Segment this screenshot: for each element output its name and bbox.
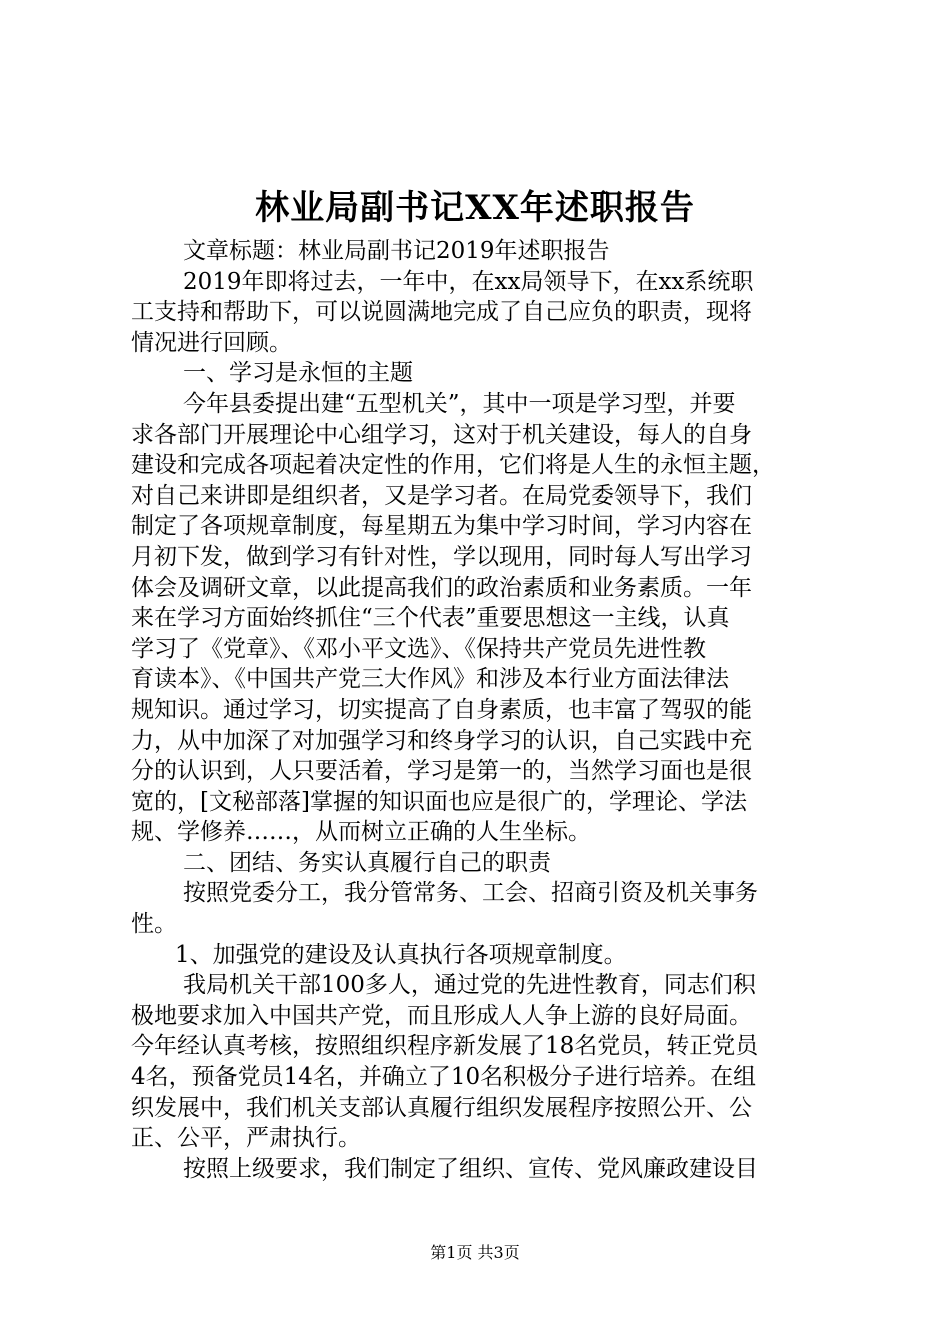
paragraph-line: 按照党委分工，我分管常务、工会、招商引资及机关事务 <box>183 880 758 907</box>
paragraph-line: 对自己来讲即是组织者，又是学习者。在局党委领导下，我们 <box>131 482 752 509</box>
paragraph-line: 建设和完成各项起着决定性的作用，它们将是人生的永恒主题， <box>131 452 775 479</box>
paragraph-line: 月初下发，做到学习有针对性，学以现用，同时每人写出学习 <box>131 543 752 570</box>
subsection-heading: 1、加强党的建设及认真执行各项规章制度。 <box>175 941 627 968</box>
paragraph-line: 来在学习方面始终抓住“三个代表”重要思想这一主线，认真 <box>131 605 730 632</box>
paragraph-line: 求各部门开展理论中心组学习，这对于机关建设，每人的自身 <box>131 421 752 448</box>
document-body <box>131 236 831 1184</box>
paragraph-line: 育读本》、《中国共产党三大作风》和涉及本行业方面法律法 <box>131 666 729 693</box>
paragraph-line: 4名，预备党员14名，并确立了10名积极分子进行培养。在组 <box>131 1064 757 1091</box>
page-number-footer: 第1页 共3页 <box>430 1243 520 1262</box>
paragraph-line: 极地要求加入中国共产党，而且形成人人争上游的良好局面。 <box>131 1002 752 1029</box>
paragraph-line: 今年县委提出建“五型机关”，其中一项是学习型，并要 <box>183 390 736 417</box>
document-title: 林业局副书记XX年述职报告 <box>255 188 695 228</box>
paragraph-line: 情况进行回顾。 <box>131 329 292 356</box>
paragraph-line: 力，从中加深了对加强学习和终身学习的认识，自己实践中充 <box>131 727 752 754</box>
paragraph-line: 织发展中，我们机关支部认真履行组织发展程序按照公开、公 <box>131 1094 752 1121</box>
paragraph-line: 体会及调研文章，以此提高我们的政治素质和业务素质。一年 <box>131 574 752 601</box>
paragraph-line: 性。 <box>131 911 177 938</box>
paragraph-line: 2019年即将过去，一年中，在xx局领导下，在xx系统职 <box>183 268 754 295</box>
paragraph-line: 今年经认真考核，按照组织程序新发展了18名党员，转正党员 <box>131 1033 759 1060</box>
paragraph-line: 学习了《党章》、《邓小平文选》、《保持共产党员先进性教 <box>131 635 706 662</box>
paragraph-line: 制定了各项规章制度，每星期五为集中学习时间，学习内容在 <box>131 513 752 540</box>
section-heading: 二、团结、务实认真履行自己的职责 <box>183 849 551 876</box>
section-heading: 一、学习是永恒的主题 <box>183 360 413 387</box>
paragraph-line: 工支持和帮助下，可以说圆满地完成了自己应负的职责，现将 <box>131 299 752 326</box>
paragraph-line: 正、公平，严肃执行。 <box>131 1125 361 1152</box>
paragraph-line: 按照上级要求，我们制定了组织、宣传、党风廉政建设目 <box>183 1155 758 1182</box>
paragraph-line: 我局机关干部100多人，通过党的先进性教育，同志们积 <box>183 972 756 999</box>
paragraph-line: 宽的，[文秘部落]掌握的知识面也应是很广的，学理论、学法 <box>131 788 747 815</box>
paragraph-line: 规知识。通过学习，切实提高了自身素质，也丰富了驾驭的能 <box>131 696 752 723</box>
paragraph-line: 分的认识到，人只要活着，学习是第一的，当然学习面也是很 <box>131 758 752 785</box>
paragraph-line: 规、学修养……，从而树立正确的人生坐标。 <box>131 819 591 846</box>
article-title-line: 文章标题：林业局副书记2019年述职报告 <box>183 238 610 264</box>
